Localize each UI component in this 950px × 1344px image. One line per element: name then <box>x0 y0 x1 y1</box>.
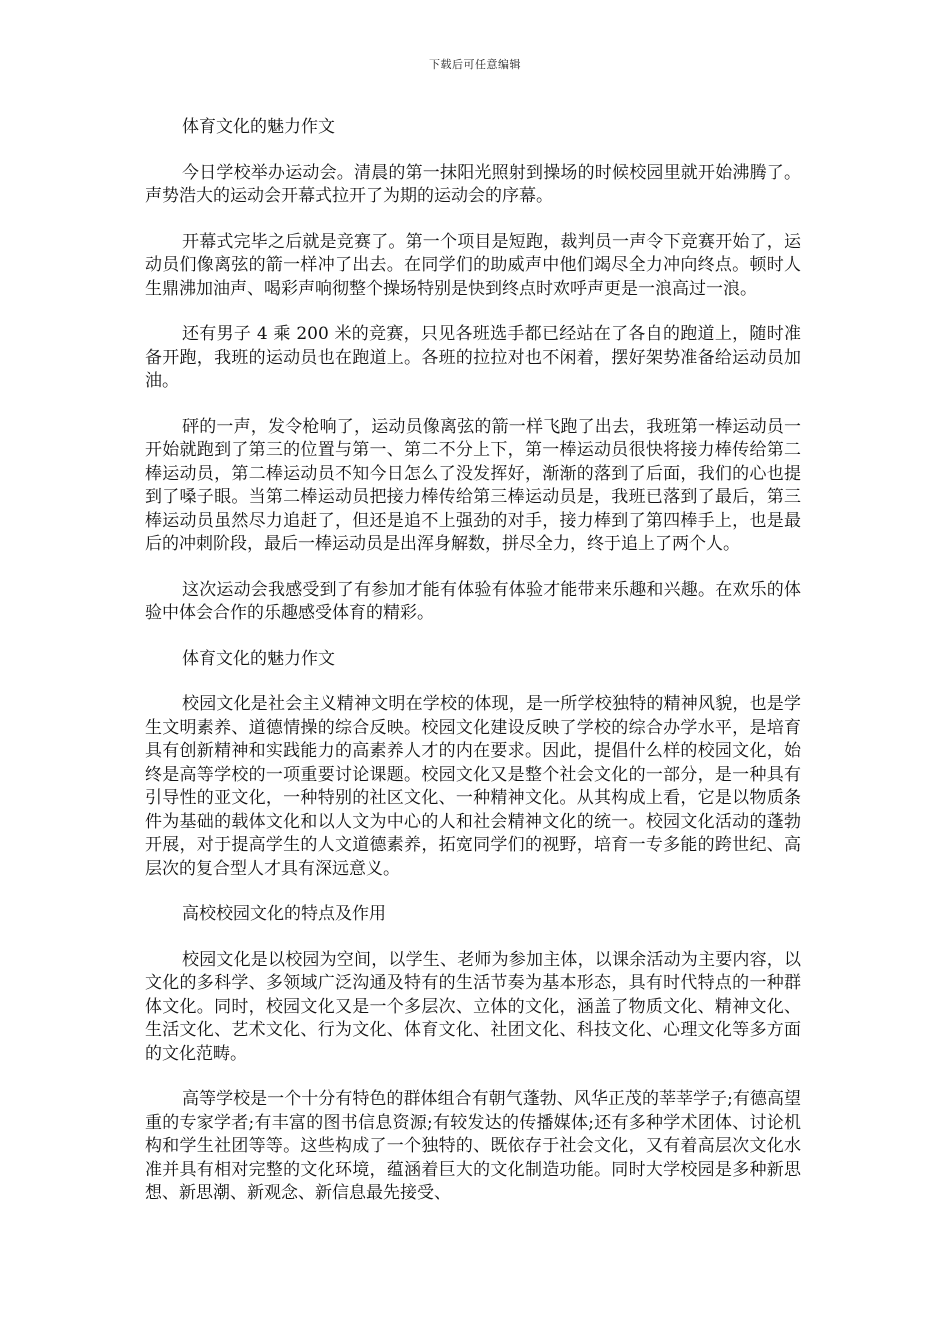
paragraph: 校园文化是社会主义精神文明在学校的体现，是一所学校独特的精神风貌，也是学生文明素养、道德情操的综合反映。校园文化建设反映了学校的综合办学水平，是培育具有创新精神和实践能力的高素养人才的内在要求。因此，提倡什么样的校园文化，始终是高等学校的一项重要讨论课题。校园文化又是整个社会文化的一部分，是一种具有引导性的亚文化，一种特别的社区文化、一种精神文化。从其构成上看，它是以物质条件为基础的载体文化和以人文为中心的人和社会精神文化的统一。校园文化活动的蓬勃开展，对于提高学生的人文道德素养，拓宽同学们的视野，培育一专多能的跨世纪、高层次的复合型人才具有深远意义。 <box>145 694 801 879</box>
section-heading: 高校校园文化的特点及作用 <box>182 904 386 924</box>
paragraph: 校园文化是以校园为空间，以学生、老师为参加主体，以课余活动为主要内容，以文化的多科学、多领域广泛沟通及特有的生活节奏为基本形态，具有时代特点的一种群体文化。同时，校园文化又是一个多层次、立体的文化，涵盖了物质文化、精神文化、生活文化、艺术文化、行为文化、体育文化、社团文化、科技文化、心理文化等多方面的文化范畴。 <box>145 949 801 1064</box>
paragraph: 高等学校是一个十分有特色的群体组合有朝气蓬勃、风华正茂的莘莘学子;有德高望重的专家学者;有丰富的图书信息资源;有较发达的传播媒体;还有多种学术团体、讨论机构和学生社团等等。这些构成了一个独特的、既依存于社会文化，又有着高层次文化水准并具有相对完整的文化环境，蕴涵着巨大的文化制造功能。同时大学校园是多种新思想、新思潮、新观念、新信息最先接受、 <box>145 1089 801 1203</box>
section-heading: 体育文化的魅力作文 <box>182 648 335 669</box>
paragraph: 开幕式完毕之后就是竞赛了。第一个项目是短跑，裁判员一声令下竞赛开始了，运动员们像离弦的箭一样冲了出去。在同学们的助威声中他们竭尽全力冲向终点。顿时人生鼎沸加油声、喝彩声响彻整个操场特别是快到终点时欢呼声更是一浪高过一浪。 <box>145 231 801 299</box>
document-body <box>145 116 801 1228</box>
paragraph: 这次运动会我感受到了有参加才能有体验有体验才能带来乐趣和兴趣。在欢乐的体验中体会合作的乐趣感受体育的精彩。 <box>145 579 801 623</box>
section-heading: 体育文化的魅力作文 <box>182 117 335 137</box>
paragraph: 砰的一声，发令枪响了，运动员像离弦的箭一样飞跑了出去，我班第一棒运动员一开始就跑到了第三的位置与第一、第二不分上下，第一棒运动员很快将接力棒传给第二棒运动员，第二棒运动员不知今日怎么了没发挥好，渐渐的落到了后面，我们的心也提到了嗓子眼。当第二棒运动员把接力棒传给第三棒运动员是，我班已落到了最后，第三棒运动员虽然尽力追赶了，但还是追不上强劲的对手，接力棒到了第四棒手上，也是最后的冲刺阶段，最后一棒运动员是出浑身解数，拼尽全力，终于追上了两个人。 <box>145 416 801 554</box>
paragraph: 还有男子 4 乘 200 米的竞赛，只见各班选手都已经站在了各自的跑道上，随时准备开跑，我班的运动员也在跑道上。各班的拉拉对也不闲着，摆好架势准备给运动员加油。 <box>145 324 801 391</box>
paragraph: 今日学校举办运动会。清晨的第一抹阳光照射到操场的时候校园里就开始沸腾了。声势浩大的运动会开幕式拉开了为期的运动会的序幕。 <box>145 162 801 206</box>
page-header-note: 下载后可任意编辑 <box>429 58 521 71</box>
